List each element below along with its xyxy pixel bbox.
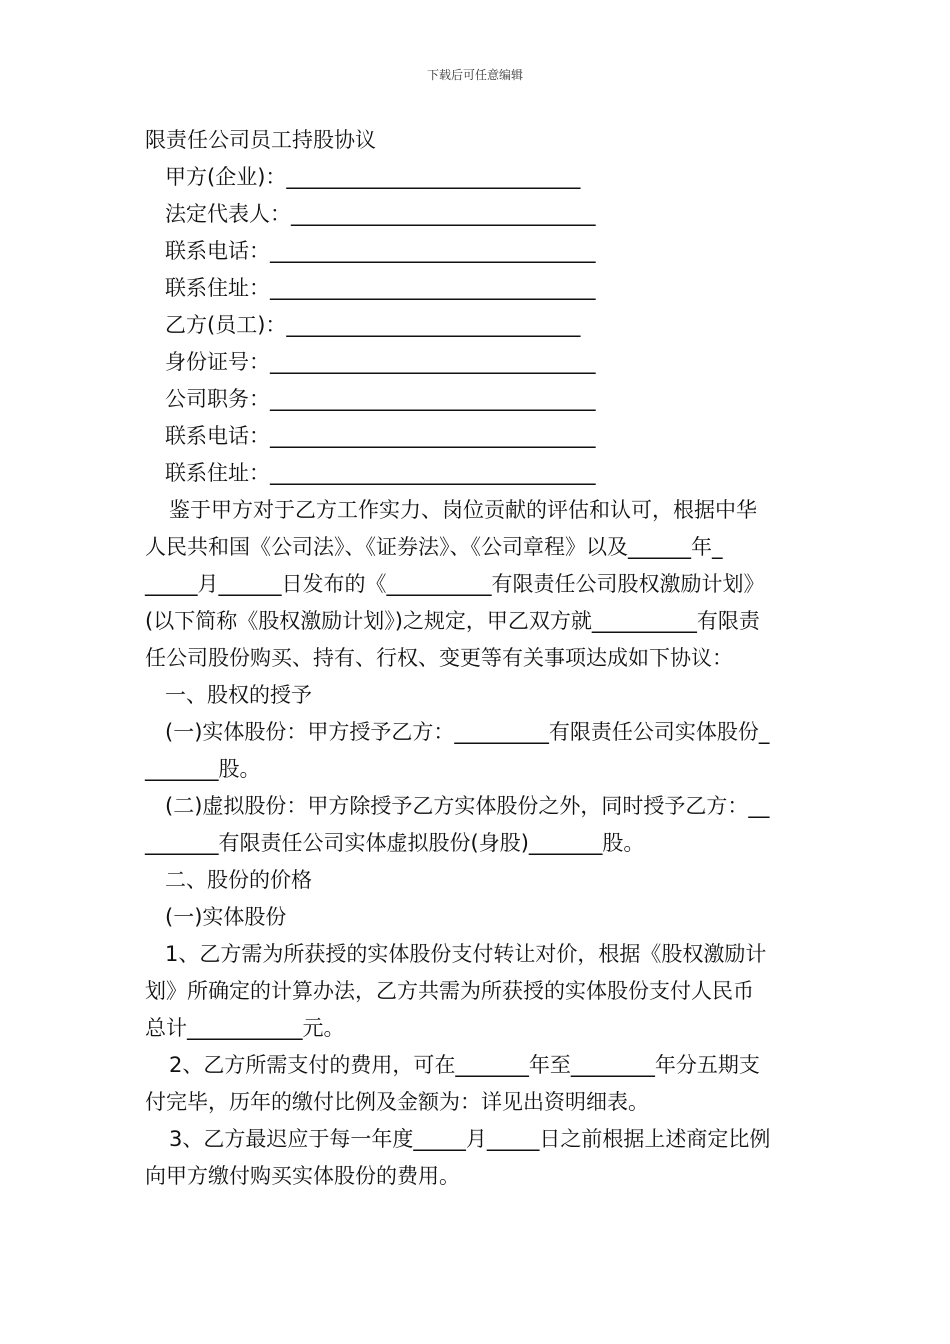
intro-line: 任公司股份购买、持有、行权、变更等有关事项达成如下协议：: [145, 646, 733, 670]
section-heading-grant: 一、股权的授予: [165, 683, 312, 707]
page-header: 下载后可任意编辑: [426, 68, 523, 82]
clause-line: _______股。: [145, 757, 261, 781]
clause-line: 2、乙方所需支付的费用，可在_______年至________年分五期支: [169, 1053, 760, 1077]
clause-line: _______有限责任公司实体虚拟股份(身股)_______股。: [145, 831, 645, 855]
field-phone-a: 联系电话：_______________________________: [165, 239, 596, 263]
field-phone-b: 联系电话：_______________________________: [165, 424, 596, 448]
clause-price-2: [145, 1047, 810, 1121]
intro-line: 鉴于甲方对于乙方工作实力、岗位贡献的评估和认可，根据中华: [169, 498, 757, 522]
field-id-number: 身份证号：_______________________________: [165, 350, 596, 374]
clause-line: 划》所确定的计算办法，乙方共需为所获授的实体股份支付人民币: [145, 979, 754, 1003]
section-heading-price: 二、股份的价格: [165, 868, 312, 892]
clause-virtual-shares: [145, 788, 810, 862]
clause-physical-shares: [145, 714, 810, 788]
intro-paragraph: [145, 492, 810, 677]
intro-line: (以下简称《股权激励计划》)之规定，甲乙双方就__________有限责: [145, 609, 760, 633]
clause-price-1: [145, 936, 810, 1047]
clause-line: 1、乙方需为所获授的实体股份支付转让对价，根据《股权激励计: [165, 942, 767, 966]
field-address-b: 联系住址：_______________________________: [165, 461, 596, 485]
clause-line: 向甲方缴付购买实体股份的费用。: [145, 1164, 460, 1188]
clause-line: (一)实体股份：甲方授予乙方：_________有限责任公司实体股份_: [165, 720, 770, 744]
intro-line: _____月______日发布的《__________有限责任公司股权激励计划》: [145, 572, 765, 596]
clause-line: 总计___________元。: [145, 1016, 345, 1040]
document-body: [145, 122, 810, 1195]
clause-line: (二)虚拟股份：甲方除授予乙方实体股份之外，同时授予乙方：__: [165, 794, 770, 818]
intro-line: 人民共和国《公司法》、《证券法》、《公司章程》以及______年_: [145, 535, 723, 559]
clause-line: 付完毕，历年的缴付比例及金额为：详见出资明细表。: [145, 1090, 649, 1114]
subsection-physical-shares: (一)实体股份: [165, 905, 287, 929]
document-title: 限责任公司员工持股协议: [145, 128, 376, 152]
field-address-a: 联系住址：_______________________________: [165, 276, 596, 300]
field-party-a: 甲方(企业)：____________________________: [165, 165, 581, 189]
field-position: 公司职务：_______________________________: [165, 387, 596, 411]
clause-price-3: [145, 1121, 810, 1195]
field-party-b: 乙方(员工)：____________________________: [165, 313, 581, 337]
field-legal-rep: 法定代表人：_____________________________: [165, 202, 596, 226]
clause-line: 3、乙方最迟应于每一年度_____月_____日之前根据上述商定比例: [169, 1127, 771, 1151]
